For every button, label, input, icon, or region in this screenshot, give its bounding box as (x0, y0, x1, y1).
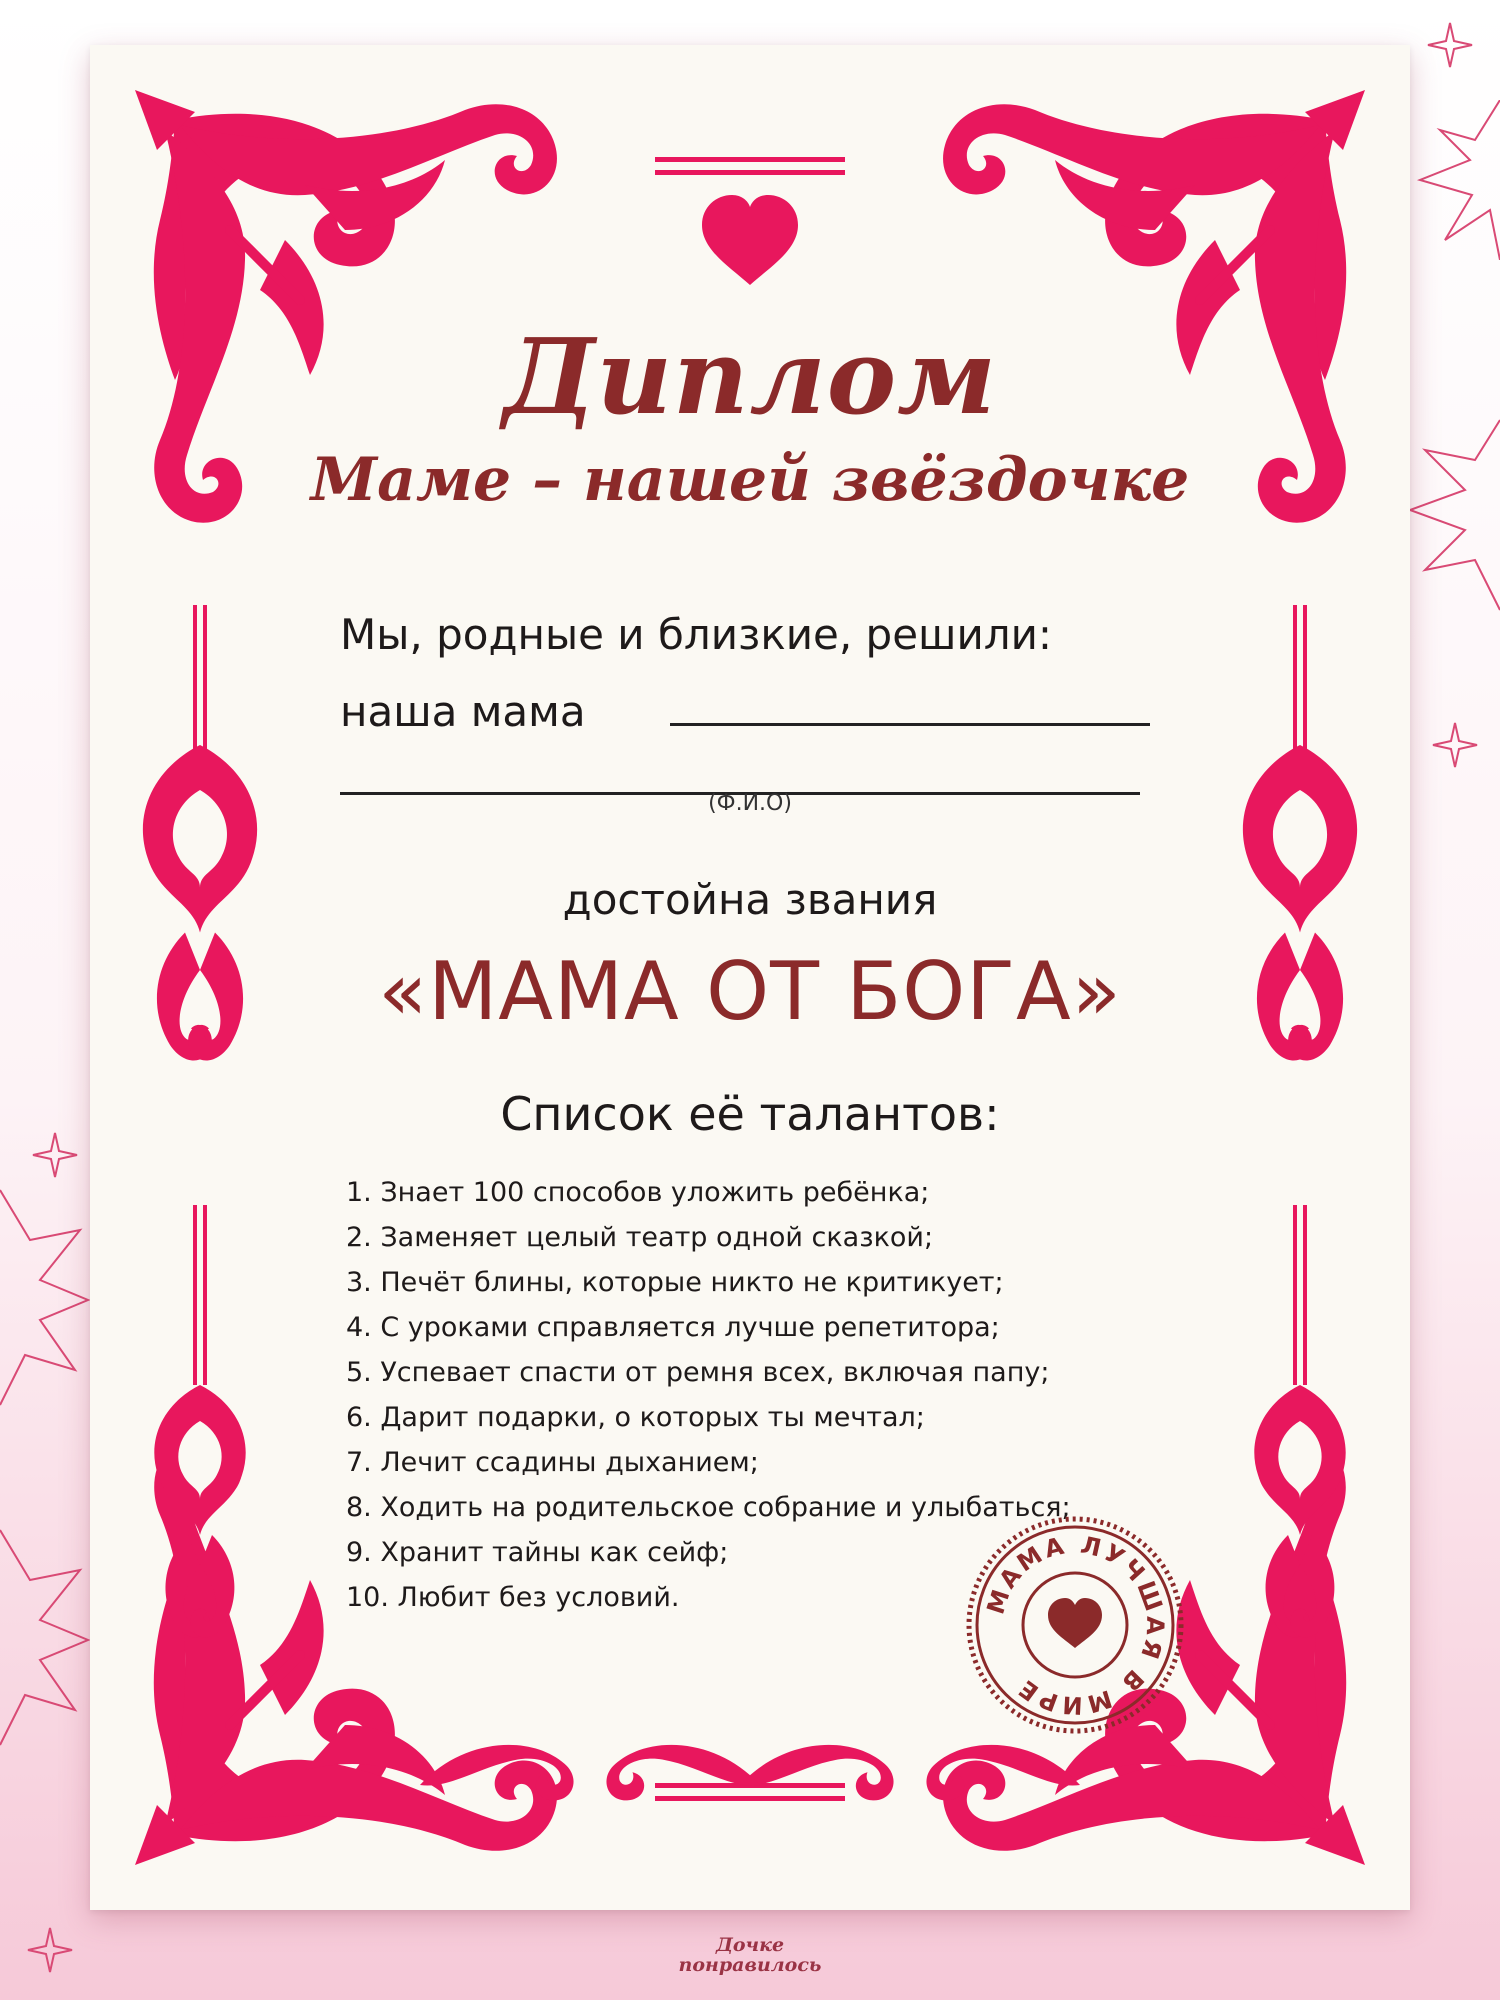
brand-line-1: Дочке (715, 1934, 785, 1956)
stamp-seal (960, 1510, 1190, 1740)
name-prefix: наша мама (340, 687, 586, 736)
list-item: 7. Лечит ссадины дыханием; (346, 1447, 759, 1478)
talents-heading: Список её талантов: (500, 1087, 1000, 1141)
stamp-heart-icon (1048, 1598, 1102, 1648)
brand-logo (0, 1935, 1500, 1975)
list-item: 3. Печёт блины, которые никто не критикует; (346, 1267, 1004, 1298)
svg-text:МАМА ЛУЧШАЯ В МИРЕ: МАМА ЛУЧШАЯ В МИРЕ (981, 1530, 1170, 1720)
list-item: 4. С уроками справляется лучше репетитора; (346, 1312, 1000, 1343)
diploma-sheet (90, 45, 1410, 1910)
worthy-line: достойна звания (562, 875, 938, 924)
background-star-icon (1400, 100, 1500, 260)
decision-line: Мы, родные и близкие, решили: (340, 610, 1053, 659)
background-star-icon (1425, 20, 1475, 70)
rank-title: «МАМА ОТ БОГА» (378, 945, 1122, 1038)
brand-line-2: понравилось (678, 1954, 822, 1976)
list-item: 10. Любит без условий. (346, 1582, 680, 1613)
fio-caption: (Ф.И.О) (708, 791, 792, 816)
diploma-subtitle: Маме – нашей звёздочке (310, 445, 1190, 515)
background-star-icon (0, 1180, 90, 1410)
background-star-icon (30, 1130, 80, 1180)
list-item: 6. Дарит подарки, о которых ты мечтал; (346, 1402, 925, 1433)
background-star-icon (1405, 400, 1500, 620)
background-star-icon (0, 1520, 90, 1750)
list-item: 9. Хранит тайны как сейф; (346, 1537, 729, 1568)
list-item: 5. Успевает спасти от ремня всех, включая папу; (346, 1357, 1050, 1388)
diploma-title: Диплом (502, 315, 998, 438)
name-fill-line (670, 723, 1150, 726)
background-star-icon (1430, 720, 1480, 770)
list-item: 1. Знает 100 способов уложить ребёнка; (346, 1177, 930, 1208)
list-item: 2. Заменяет целый театр одной сказкой; (346, 1222, 934, 1253)
heart-icon (702, 195, 798, 285)
list-item: 8. Ходить на родительское собрание и улыбаться; (346, 1492, 1071, 1523)
